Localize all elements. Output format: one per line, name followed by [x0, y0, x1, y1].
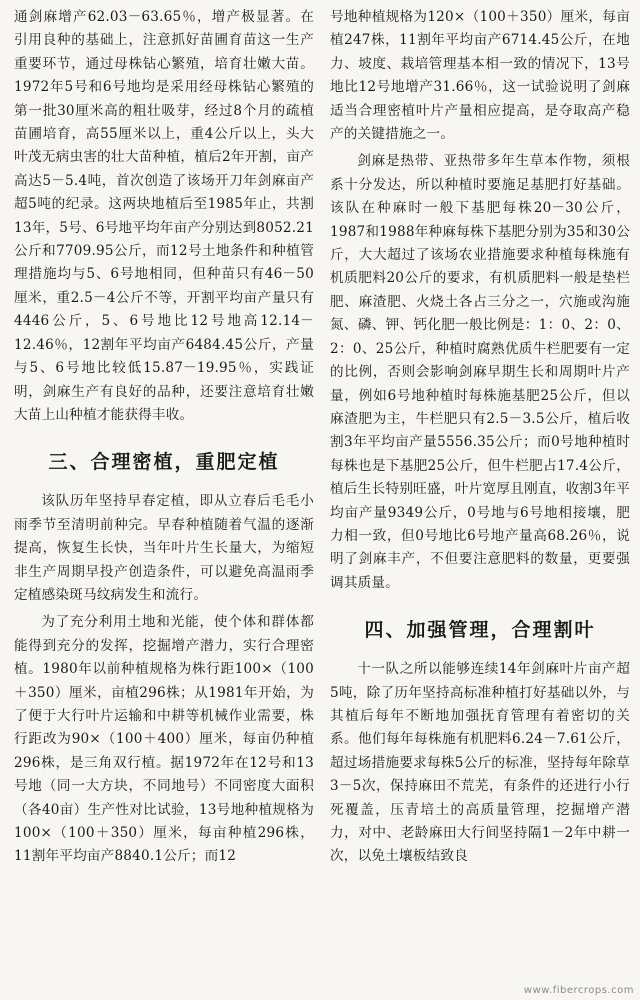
paragraph: 通剑麻增产62.03－63.65％，增产极显著。在引用良种的基础上，注意抓好苗圃育苗这一生产重要环节，通过母株钻心繁殖，培育壮嫩大苗。1972年5号和6号地均是采用经母株钻心繁殖的第一批30厘米高的粗壮吸芽，经过8个月的疏植苗圃培育，高55厘米以上，重4公斤以上，头大叶茂无病虫害的壮大苗种植，植后2年开割，亩产高达5－5.4吨，首次创造了该场开刀年剑麻亩产超5吨的纪录。这两块地植后至1985年止，共割13年，5号、6号地平均年亩产分别达到8052.21公斤和7709.95公斤，而12号土地条件和种植管理措施均与5、6号地相同，但种苗只有46－50厘米，重2.5－4公斤不等，开割平均亩产量只有4446公斤，5、6号地比12号地高12.14－12.46％，12割年平均亩产6484.45公斤，产量与5、6号地比较低15.87－19.95％，实践证明，剑麻生产有良好的品种，还要注意培育壮嫩大苗上山种植才能获得丰收。: [14, 9, 314, 423]
left-column: [14, 6, 314, 994]
paragraph: 为了充分利用土地和光能，使个体和群体都能得到充分的发挥，挖掘增产潜力，实行合理密植。1980年以前种植规格为株行距100×（100＋350）厘米，亩植296株；从1981年开始，为了便于大行叶片运输和中耕等机械作业需要，株行距改为90×（100＋400）厘米，每亩仍种植296株，是三角双行植。据1972年在12号和13号地（同一大方块，不同地号）不同密度大面积（各40亩）生产性对比试验，13号地种植规格为100×（100＋350）厘米，每亩种植296株，11割年平均亩产8840.1公斤；而12: [14, 614, 314, 865]
section-heading: 三、合理密植，重肥定植: [48, 451, 280, 474]
paragraph: 该队历年坚持早春定植，即从立春后毛毛小雨季节至清明前种完。早春种植随着气温的逐渐提高，恢复生长快，当年叶片生长量大，为缩短非生产周期早投产创造条件，可以避免高温雨季定植感染斑马纹病发生和流行。: [14, 493, 314, 603]
paragraph: 剑麻是热带、亚热带多年生草本作物，须根系十分发达，所以种植时要施足基肥打好基础。该队在种麻时一般下基肥每株20－30公斤，1987和1988年种麻每株下基肥分别为35和30公斤，大大超过了该场农业措施要求种植每株施有机质肥料20公斤的要求，有机质肥料一般是垫栏肥、麻渣肥、火烧土各占三分之一，穴施或沟施氮、磷、钾、钙化肥一般比例是：1：0、2：0、2：0、25公斤，种植时腐熟优质牛栏肥要有一定的比例，否则会影响剑麻早期生长和周期叶片产量，例如6号地种植时每株施基肥25公斤，但以麻渣肥为主，牛栏肥只有2.5－3.5公斤，植后收割3年平均亩产量5556.35公斤；而0号地种植时每株也是下基肥25公斤，但牛栏肥占17.4公斤，植后生长特别旺盛，叶片宽厚且刚直，收割3年平均亩产量9349公斤，0号地与6号地相接壤，肥力相一致，但0号地比6号地产量高68.26％，说明了剑麻丰产，不但要注意肥料的数量，更要强调其质量。: [330, 153, 630, 591]
section-heading: 四、加强管理，合理割叶: [364, 619, 596, 642]
paragraph: 十一队之所以能够连续14年剑麻叶片亩产超5吨，除了历年坚持高标准种植打好基础以外，与其植后每年不断地加强抚育管理有着密切的关系。他们每年每株施有机肥料6.24－7.61公斤，超过场措施要求每株5公斤的标准，坚持每年除草3－5次，保持麻田不荒芜，有条件的还进行小行死覆盖，压青培土的高质量管理，挖掘增产潜力，对中、老龄麻田大行间坚持隔1－2年中耕一次，以免土壤板结致良: [330, 661, 630, 865]
site-watermark: www.fibercrops.com: [523, 985, 634, 996]
paragraph: 号地种植规格为120×（100＋350）厘米，每亩植247株，11割年平均亩产6714.45公斤，在地力、坡度、栽培管理基本相一致的情况下，13号地比12号地增产31.66％，这一试验说明了剑麻适当合理密植叶片产量相应提高，是夺取高产稳产的关键措施之一。: [330, 9, 630, 143]
right-column: [330, 6, 630, 994]
